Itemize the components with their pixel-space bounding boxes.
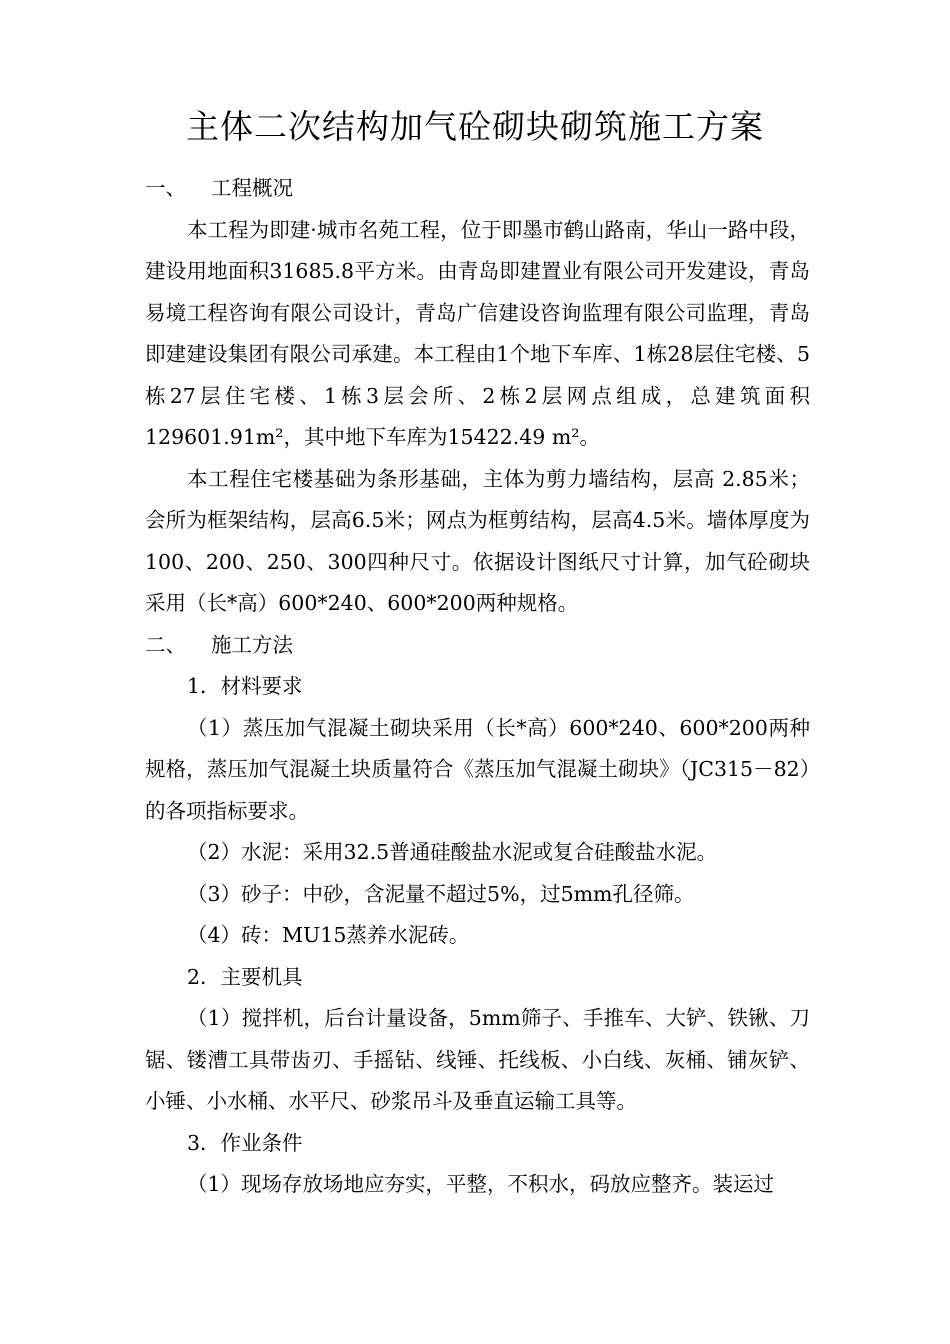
- list-item-material-cement: （2）水泥：采用32.5普通硅酸盐水泥或复合硅酸盐水泥。: [187, 840, 718, 864]
- section-title: 施工方法: [211, 632, 293, 657]
- list-item-work-conditions: （1）现场存放场地应夯实，平整，不积水，码放应整齐。装运过: [187, 1172, 775, 1196]
- section-heading-overview: [145, 168, 810, 210]
- section-number: 二、: [145, 632, 186, 657]
- list-item-material-sand: （3）砂子：中砂，含泥量不超过5%，过5mm孔径筛。: [187, 881, 695, 906]
- subsection-heading-work-conditions: 3．作业条件: [187, 1130, 303, 1155]
- paragraph-project-overview: 本工程为即建·城市名苑工程，位于即墨市鹤山路南，华山一路中段，建设用地面积31685.8平方米。由青岛即建置业有限公司开发建设，青岛易境工程咨询有限公司设计，青岛广信建设咨询监理有限公司监理，青岛即建建设集团有限公司承建。本工程由1个地下车库、1栋28层住宅楼、5栋27层住宅楼、1栋3层会所、2栋2层网点组成，总建筑面积129601.91m²，其中地下车库为15422.49 m²。: [145, 217, 810, 449]
- list-item-equipment: （1）搅拌机，后台计量设备，5mm筛子、手推车、大铲、铁锹、刀锯、镂漕工具带齿刃、手摇钻、线锤、托线板、小白线、灰桶、铺灰铲、小锤、小水桶、水平尺、砂浆吊斗及垂直运输工具等。: [145, 1006, 810, 1113]
- subsection-heading-equipment: 2．主要机具: [187, 964, 303, 989]
- subsection-heading-materials: 1．材料要求: [187, 674, 303, 698]
- paragraph-structure-description: 本工程住宅楼基础为条形基础，主体为剪力墙结构，层高 2.85米；会所为框架结构，层高6.5米；网点为框剪结构，层高4.5米。墙体厚度为100、200、250、300四种尺寸。依据设计图纸尺寸计算，加气砼砌块采用（长*高）600*240、600*200两种规格。: [145, 466, 810, 615]
- list-item-material-brick: （4）砖：MU15蒸养水泥砖。: [187, 923, 470, 947]
- section-title: 工程概况: [211, 176, 293, 200]
- document-body: [145, 168, 810, 1206]
- section-heading-method: [145, 625, 810, 667]
- document-title: 主体二次结构加气砼砌块砌筑施工方案: [186, 107, 764, 146]
- list-item-material-blocks: （1）蒸压加气混凝土砌块采用（长*高）600*240、600*200两种规格，蒸压加气混凝土块质量符合《蒸压加气混凝土砌块》（JC315－82）的各项指标要求。: [145, 715, 810, 823]
- section-number: 一、: [145, 176, 186, 200]
